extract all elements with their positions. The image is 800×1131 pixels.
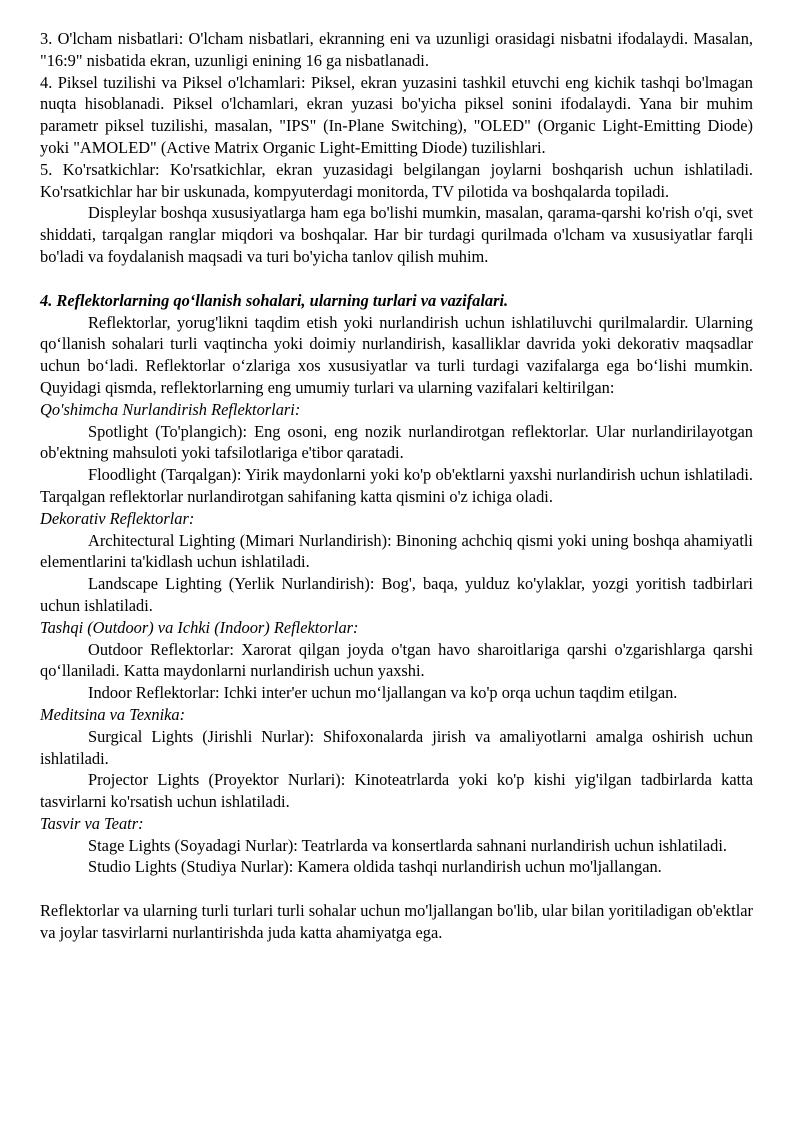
category-title-additional: Qo'shimcha Nurlandirish Reflektorlari:	[40, 399, 301, 419]
display-summary-paragraph: Displeylar boshqa xususiyatlarga ham ega bo'lishi mumkin, masalan, qarama-qarshi ko'rish o'qi, svet shiddati, tarqalgan ranglar miqdori va boshqalar. Har bir turdagi qurilmada o'lcham va xususiyatlar farqli bo'ladi va foydalanish maqsadi va turi bo'yicha tanlov qilish muhim.	[40, 203, 753, 266]
category-title-medicine: Meditsina va Texnika:	[40, 704, 186, 724]
category-title-outdoor-indoor: Tashqi (Outdoor) va Ichki (Indoor) Reflektorlar:	[40, 617, 359, 637]
item-indoor: Indoor Reflektorlar: Ichki inter'er uchun mo‘ljallangan va ko'p orqa uchun taqdim etilgan.	[88, 683, 678, 703]
paragraph-spacer	[40, 878, 753, 900]
item-architectural: Architectural Lighting (Mimari Nurlandirish): Binoning achchiq qismi yoki uning boshqa ahamiyatli elementlarini ta'kidlash uchun ishlatiladi.	[40, 530, 753, 572]
category-title-theatre: Tasvir va Teatr:	[40, 813, 144, 833]
item-landscape: Landscape Lighting (Yerlik Nurlandirish): Bog', baqa, yulduz ko'ylaklar, yozgi yoritish tadbirlari uchun ishlatiladi.	[40, 574, 753, 615]
section-heading: 4. Reflektorlarning qo‘llanish sohalari, ularning turlari va vazifalari.	[40, 290, 509, 310]
list-item-indicators: 5. Ko'rsatkichlar: Ko'rsatkichlar, ekran yuzasidagi belgilangan joylarni boshqarish uchun ishlatiladi. Ko'rsatkichlar har bir uskunada, kompyuterdagi monitorda, TV pilotida va boshqalarda topiladi.	[40, 159, 753, 201]
list-item-pixel-structure: 4. Piksel tuzilishi va Piksel o'lchamlari: Piksel, ekran yuzasini tashkil etuvchi eng kichik tashqi bo'lmagan nuqta hisoblanadi. Piksel o'lchamlari, ekran yuzasi bo'yicha piksel sonini ifodalaydi. Yana bir muhim parametr piksel tuzilishi, masalan, "IPS" (In-Plane Switching), "OLED" (Organic Light-Emitting Diode) yoki "AMOLED" (Active Matrix Organic Light-Emitting Diode) tuzilishlari.	[40, 72, 753, 157]
category-title-decorative: Dekorativ Reflektorlar:	[40, 508, 195, 528]
item-spotlight: Spotlight (To'plangich): Eng osoni, eng nozik nurlandirotgan reflektorlar. Ular nurlandirilayotgan ob'ektning mahsuloti yoki tafsilotlariga e'tibor qaratadi.	[40, 421, 753, 463]
item-outdoor: Outdoor Reflektorlar: Xarorat qilgan joyda o'tgan havo sharoitlariga qarshi o'zgarishlarga qarshi qo‘llaniladi. Katta maydonlarni nurlandirish uchun yaxshi.	[40, 639, 753, 681]
item-stage: Stage Lights (Soyadagi Nurlar): Teatrlarda va konsertlarda sahnani nurlandirish uchun ishlatiladi.	[88, 835, 727, 855]
conclusion-paragraph: Reflektorlar va ularning turli turlari turli sohalar uchun mo'ljallangan bo'lib, ular bilan yoritiladigan ob'ektlar va joylar tasvirlarni nurlantirishda juda katta ahamiyatga ega.	[40, 901, 753, 942]
item-projector: Projector Lights (Proyektor Nurlari): Kinoteatrlarda yoki ko'p kishi yig'ilgan tadbirlarda katta tasvirlarni ko'rsatish uchun ishlatiladi.	[40, 770, 753, 812]
item-floodlight: Floodlight (Tarqalgan): Yirik maydonlarni yoki ko'p ob'ektlarni yaxshi nurlandirish uchun ishlatiladi. Tarqalgan reflektorlar nurlandirotgan sahifaning katta qismini o'z ichiga oladi.	[40, 465, 753, 506]
item-studio: Studio Lights (Studiya Nurlar): Kamera oldida tashqi nurlandirish uchun mo'ljallangan.	[88, 857, 662, 877]
item-surgical: Surgical Lights (Jirishli Nurlar): Shifoxonalarda jirish va amaliyotlarni amalga oshirish uchun ishlatiladi.	[40, 726, 753, 768]
section-intro-paragraph: Reflektorlar, yorug'likni taqdim etish yoki nurlandirish uchun ishlatiluvchi qurilmalardir. Ularning qo‘llanish sohalari turli vaqtincha yoki doimiy nurlandirish, kasalliklar davrida yoki dekorativ maqsadlar uchun bo‘ladi. Reflektorlar o‘zlariga xos xususiyatlar va turli turdagi vazifalarga ega bo‘lishi mumkin. Quyidagi qismda, reflektorlarning eng umumiy turlari va ularning vazifalari keltirilgan:	[40, 312, 753, 397]
document-page	[40, 28, 753, 944]
list-item-aspect-ratio: 3. O'lcham nisbatlari: O'lcham nisbatlari, ekranning eni va uzunligi orasidagi nisbatni ifodalaydi. Masalan, "16:9" nisbatida ekran, uzunligi enining 16 ga nisbatlanadi.	[40, 29, 753, 70]
